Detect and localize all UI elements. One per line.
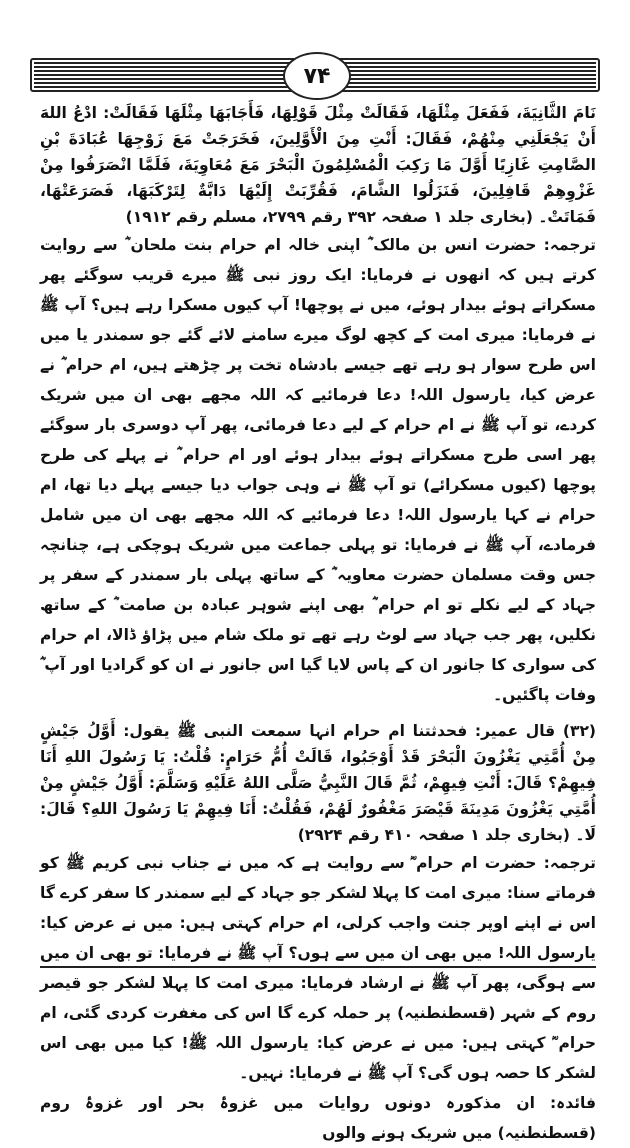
hadith-2-translation: ترجمہ: حضرت ام حرام ؓ سے روایت ہے کہ میں نے جناب نبی کریم ﷺ کو فرماتے سنا: میری امت کا پہلا لشکر جو جہاد کے لیے سمندر کا سفر کرے گا اس نے اپنے اوپر جنت واجب کرلی، ام حرام کہتی ہیں: میں نے عرض کیا: یارسول اللہ! میں بھی ان میں سے ہوں؟ آپ ﷺ نے فرمایا: تو بھی ان میں سے ہوگی، پھر آپ ﷺ نے ارشاد فرمایا: میری امت کا پہلا لشکر جو قیصر روم کے شہر (قسطنطنیہ) پر حملہ کرے گا اس کی مغفرت کردی گئی، ام حرام ؓ کہتی ہیں: میں نے عرض کیا: یارسول اللہ ﷺ! کیا میں بھی اس لشکر کا حصہ ہوں گی؟ آپ ﷺ نے فرمایا: نہیں۔: [40, 854, 596, 1082]
footer-rule: [40, 966, 596, 968]
page-header: [30, 58, 600, 92]
page-body: [40, 100, 596, 1148]
page-number: ۷۴: [283, 52, 351, 100]
faida-note: فائدہ: ان مذکورہ دونوں روایات میں غزوۂ بحر اور غزوۂ روم (قسطنطنیہ) میں شریک ہونے والوں: [40, 1094, 596, 1142]
hadith-1-translation: ترجمہ: حضرت انس بن مالک ؓ اپنی خالہ ام حرام بنت ملحان ؓ سے روایت کرتے ہیں کہ انھوں نے فرمایا: ایک روز نبی ﷺ میرے قریب سوگئے پھر مسکراتے ہوئے بیدار ہوئے، میں نے پوچھا! آپ کیوں مسکرا رہے ہیں؟ آپ ﷺ نے فرمایا: میری امت کے کچھ لوگ میرے سامنے لائے گئے جو سمندر یا میں اس طرح سوار ہو رہے تھے جیسے بادشاہ تخت پر چڑھتے ہیں، ام حرام ؓ نے عرض کیا، یارسول اللہ! دعا فرمائیے کہ اللہ مجھے بھی ان میں شریک کردے، تو آپ ﷺ نے ام حرام کے لیے دعا فرمائی، پھر آپ دوسری بار سوگئے پھر اسی طرح مسکراتے ہوئے بیدار ہوئے اور ام حرام ؓ نے پہلے کی طرح پوچھا (کیوں مسکرائے) تو آپ ﷺ نے وہی جواب دیا جیسے پہلے دیا تھا، ام حرام نے کہا یارسول اللہ! دعا فرمائیے کہ اللہ مجھے بھی ان میں شامل فرمادے، آپ ﷺ نے فرمایا: تو پہلی جماعت میں شریک ہوچکی ہے، چنانچہ جس وقت مسلمان حضرت معاویہ ؓ کے ساتھ پہلی بار سمندر کے سفر پر جہاد کے لیے نکلے تو ام حرام ؓ بھی اپنے شوہر عبادہ بن صامت ؓ کے ساتھ نکلیں، پھر جب جہاد سے لوٹ رہے تھے تو ملک شام میں پڑاؤ ڈالا، ام حرام کی سواری کا جانور ان کے پاس لایا گیا اس جانور نے ان کو گرادیا اور آپ ؓ وفات پاگئیں۔: [40, 236, 596, 704]
hadith-1-arabic-text: نَامَ الثَّانِيَةَ، فَفَعَلَ مِثْلَهَا، فَقَالَتْ مِثْلَ قَوْلِهَا، فَأَجَابَهَا مِثْلَهَا فَقَالَتْ: ادْعُ اللهَ أَنْ يَجْعَلَنِي مِنْهُمْ، فَقَالَ: أَنْتِ مِنَ الْأَوَّلِينَ، فَخَرَجَتْ مَعَ زَوْجِهَا عُبَادَةَ بْنِ الصَّامِتِ غَازِيًا أَوَّلَ مَا رَكِبَ الْمُسْلِمُونَ الْبَحْرَ مَعَ مُعَاوِيَةَ، فَلَمَّا انْصَرَفُوا مِنْ غَزْوِهِمْ قَافِلِينَ، فَنَزَلُوا الشَّامَ، فَقُرِّبَتْ إِلَيْهَا دَابَّةٌ لِتَرْكَبَهَا، فَصَرَعَتْهَا، فَمَاتَتْ۔ (بخاری جلد ۱ صفحہ ۳۹۲ رقم ۲۷۹۹، مسلم رقم ۱۹۱۲): [40, 104, 596, 226]
hadith-2-arabic-text: (۳۲) قال عمیر: فحدثتنا ام حرام انہا سمعت النبی ﷺ یقول: أَوَّلُ جَيْشٍ مِنْ أُمَّتِي يَغْزُونَ الْبَحْرَ قَدْ أَوْجَبُوا، قَالَتْ أُمُّ حَرَامٍ: قُلْتُ: يَا رَسُولَ اللهِ أَنَا فِيهِمْ؟ قَالَ: أَنْتِ فِيهِمْ، ثُمَّ قَالَ النَّبِيُّ صَلَّى اللهُ عَلَيْهِ وَسَلَّمَ: أَوَّلُ جَيْشٍ مِنْ أُمَّتِي يَغْزُونَ مَدِينَةَ قَيْصَرَ مَغْفُورٌ لَهُمْ، فَقُلْتُ: أَنَا فِيهِمْ يَا رَسُولَ اللهِ؟ قَالَ: لَا۔ (بخاری جلد ۱ صفحہ ۴۱۰ رقم ۲۹۲۴): [40, 722, 596, 844]
